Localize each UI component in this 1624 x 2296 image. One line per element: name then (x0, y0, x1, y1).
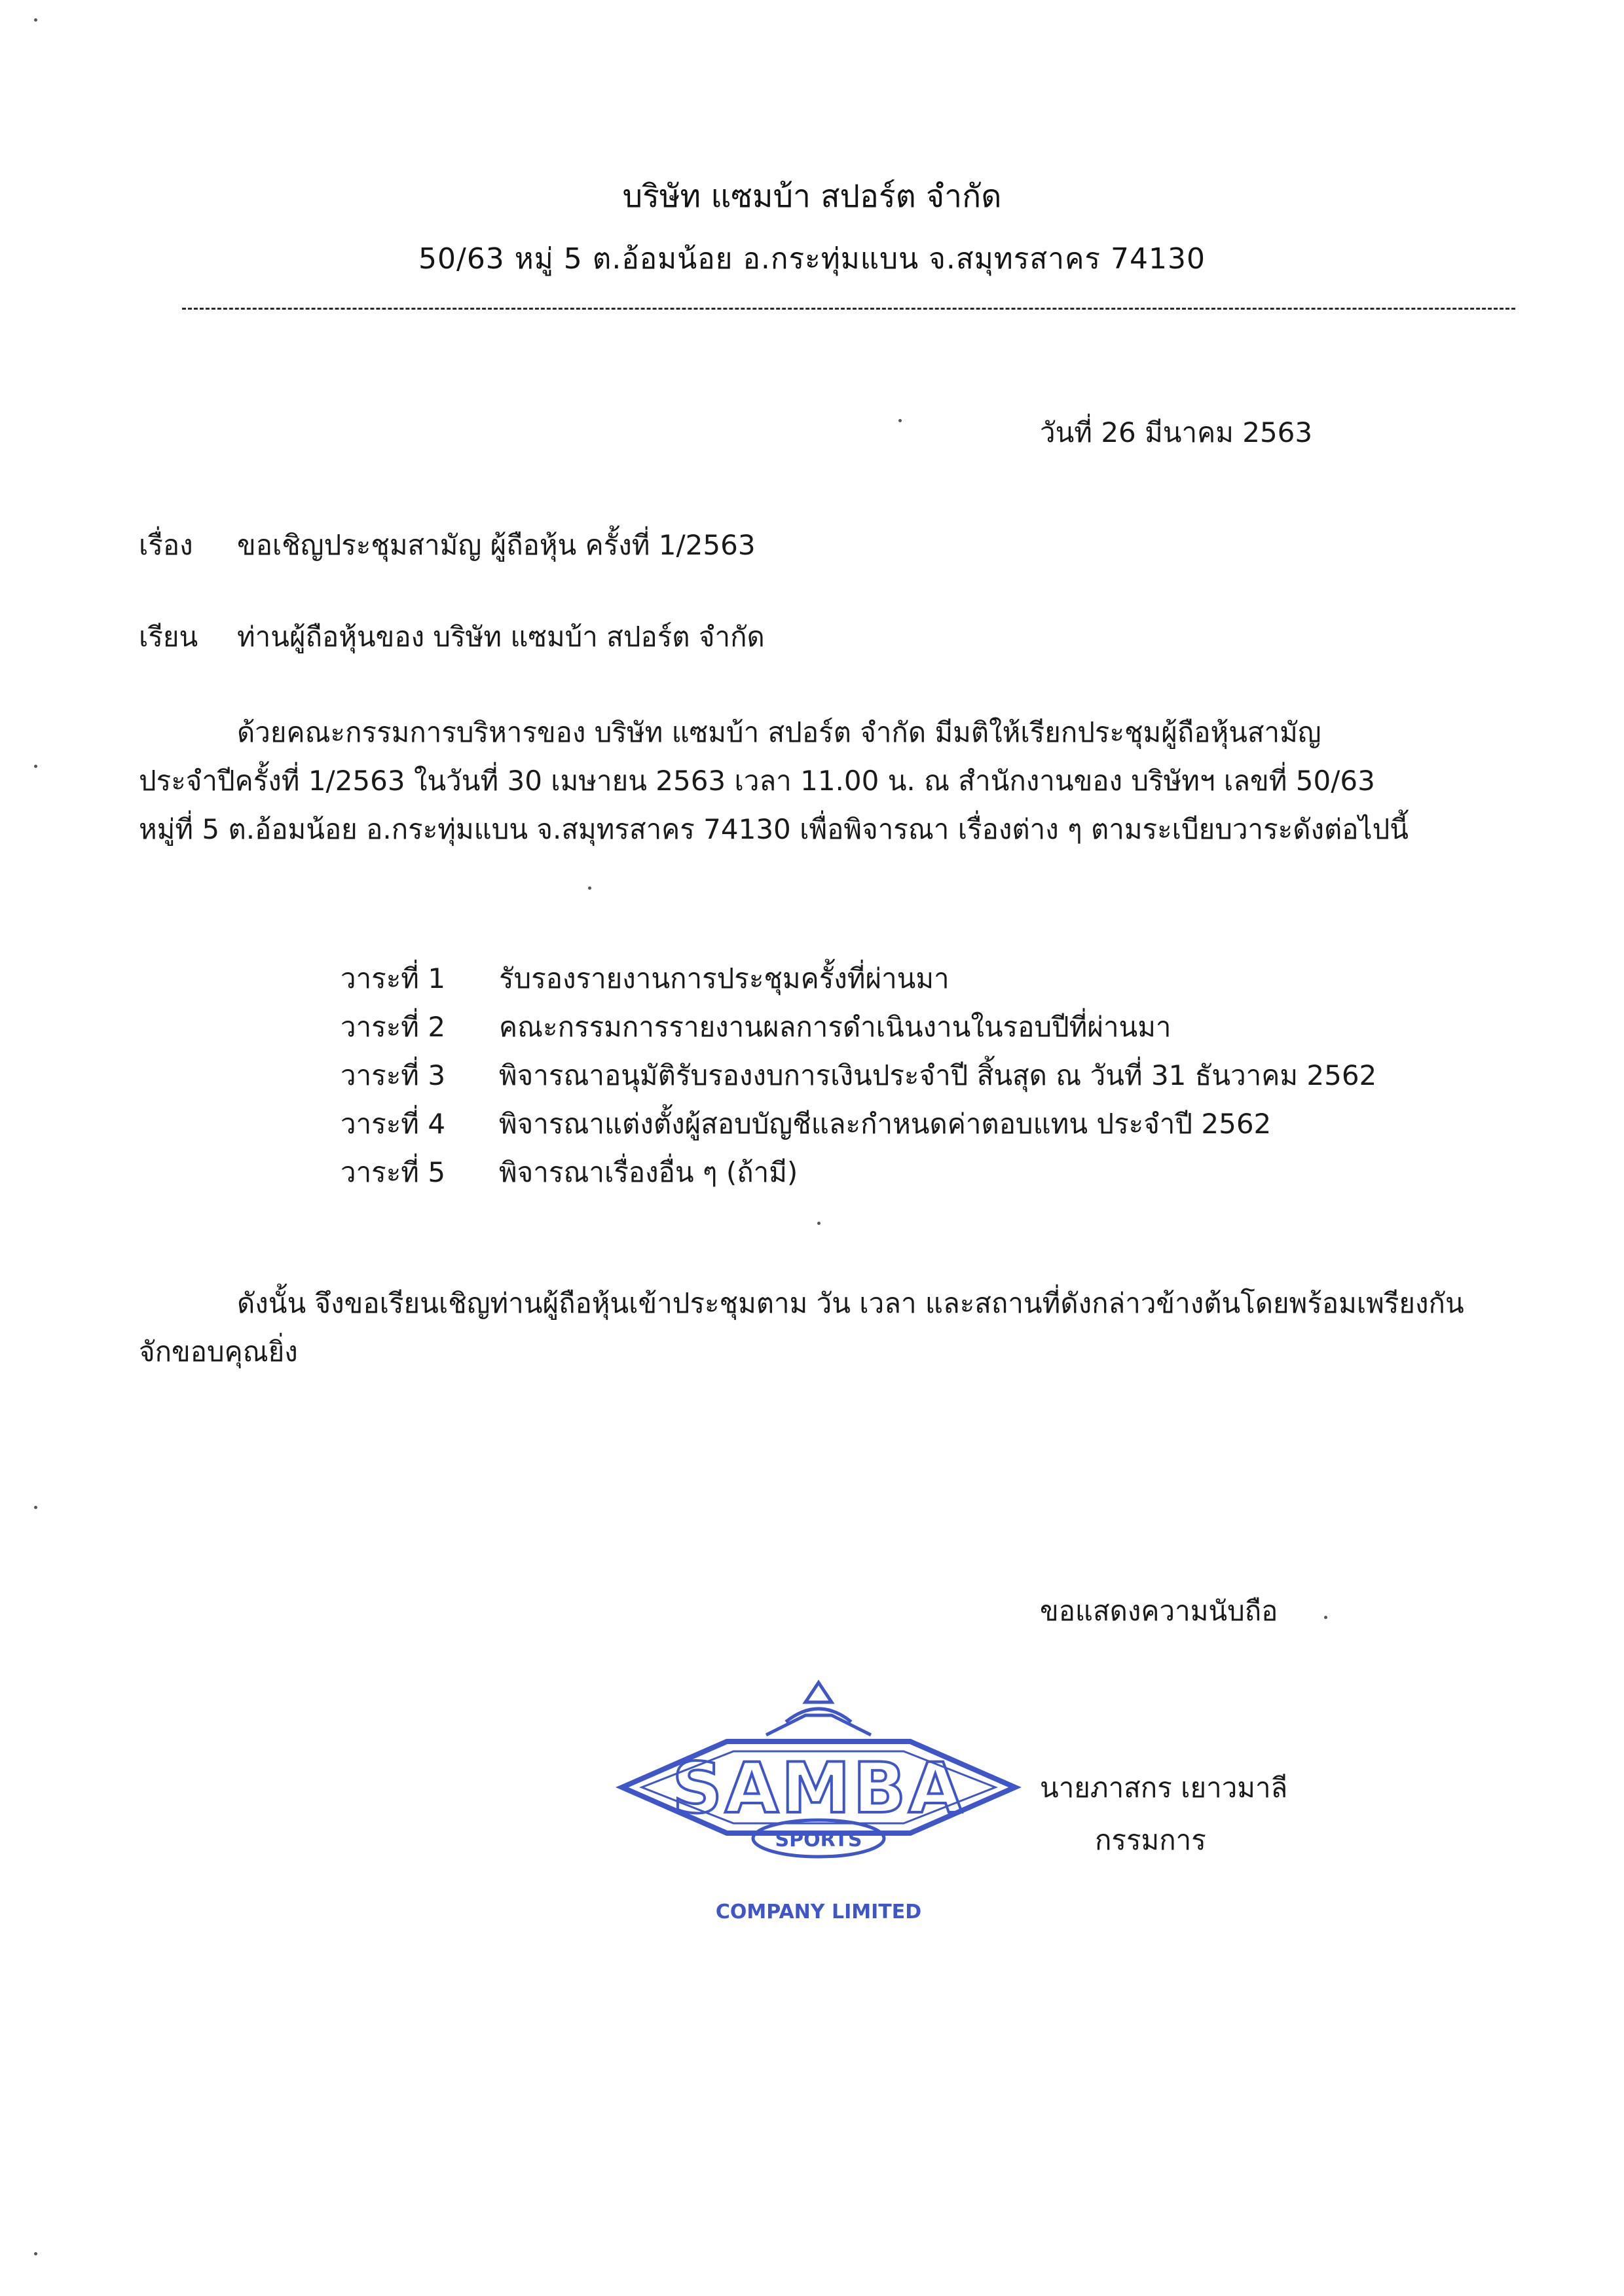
scan-speck (588, 886, 591, 890)
scan-speck (34, 765, 37, 768)
letter-date: วันที่ 26 มีนาคม 2563 (1040, 416, 1313, 448)
company-stamp (609, 1663, 1028, 1938)
company-name: บริษัท แซมบ้า สปอร์ต จำกัด (622, 178, 1002, 215)
agenda-number: วาระที่ 1 (341, 962, 446, 994)
samba-sports-logo (609, 1663, 1028, 1938)
scan-speck (34, 1506, 37, 1509)
scan-speck (898, 419, 902, 422)
agenda-item-text: พิจารณาอนุมัติรับรองงบการเงินประจำปี สิ้นสุด ณ วันที่ 31 ธันวาคม 2562 (499, 1059, 1377, 1091)
scan-speck (817, 1222, 821, 1225)
closing-paragraph-line: จักขอบคุณยิ่ง (139, 1336, 298, 1368)
scan-speck (1324, 1616, 1327, 1619)
scan-speck (34, 18, 37, 22)
body-paragraph-line: ด้วยคณะกรรมการบริหารของ บริษัท แซมบ้า สปอร์ต จำกัด มีมติให้เรียกประชุมผู้ถือหุ้นสามัญ (237, 716, 1321, 748)
agenda-number: วาระที่ 5 (341, 1156, 446, 1188)
agenda-item-text: คณะกรรมการรายงานผลการดำเนินงานในรอบปีที่ผ่านมา (499, 1011, 1172, 1043)
agenda-number: วาระที่ 4 (341, 1108, 446, 1140)
agenda-item-text: รับรองรายงานการประชุมครั้งที่ผ่านมา (499, 962, 950, 994)
agenda-number: วาระที่ 2 (341, 1011, 446, 1043)
scan-speck (34, 2252, 37, 2255)
stamp-company-text: COMPANY LIMITED (715, 1901, 922, 1923)
agenda-item-text: พิจารณาเรื่องอื่น ๆ (ถ้ามี) (499, 1156, 798, 1188)
subject-label: เรื่อง (139, 529, 193, 561)
body-paragraph-line: ประจำปีครั้งที่ 1/2563 ในวันที่ 30 เมษายน 2563 เวลา 11.00 น. ณ สำนักงานของ บริษัทฯ เลขที่ 50/63 (139, 765, 1375, 797)
regards-text: ขอแสดงความนับถือ (1040, 1595, 1278, 1627)
header-divider (182, 308, 1515, 310)
company-address: 50/63 หมู่ 5 ต.อ้อมน้อย อ.กระทุ่มแบน จ.สมุทรสาคร 74130 (418, 242, 1206, 276)
agenda-item-text: พิจารณาแต่งตั้งผู้สอบบัญชีและกำหนดค่าตอบแทน ประจำปี 2562 (499, 1108, 1272, 1140)
closing-paragraph-line: ดังนั้น จึงขอเรียนเชิญท่านผู้ถือหุ้นเข้าประชุมตาม วัน เวลา และสถานที่ดังกล่าวข้างต้นโดยพร้อมเพรียงกัน (237, 1287, 1464, 1319)
recipient-text: ท่านผู้ถือหุ้นของ บริษัท แซมบ้า สปอร์ต จำกัด (237, 621, 765, 653)
stamp-brand-text: SAMBA (672, 1748, 965, 1829)
agenda-number: วาระที่ 3 (341, 1059, 446, 1091)
recipient-label: เรียน (139, 621, 198, 653)
signer-title: กรรมการ (1095, 1824, 1206, 1856)
subject-text: ขอเชิญประชุมสามัญ ผู้ถือหุ้น ครั้งที่ 1/2563 (237, 529, 756, 561)
signer-name: นายภาสกร เยาวมาลี (1040, 1772, 1288, 1804)
body-paragraph-line: หมู่ที่ 5 ต.อ้อมน้อย อ.กระทุ่มแบน จ.สมุทรสาคร 74130 เพื่อพิจารณา เรื่องต่าง ๆ ตามระเบียบวาระดังต่อไปนี้ (139, 813, 1409, 845)
stamp-sub-text: SPORTS (775, 1829, 862, 1851)
